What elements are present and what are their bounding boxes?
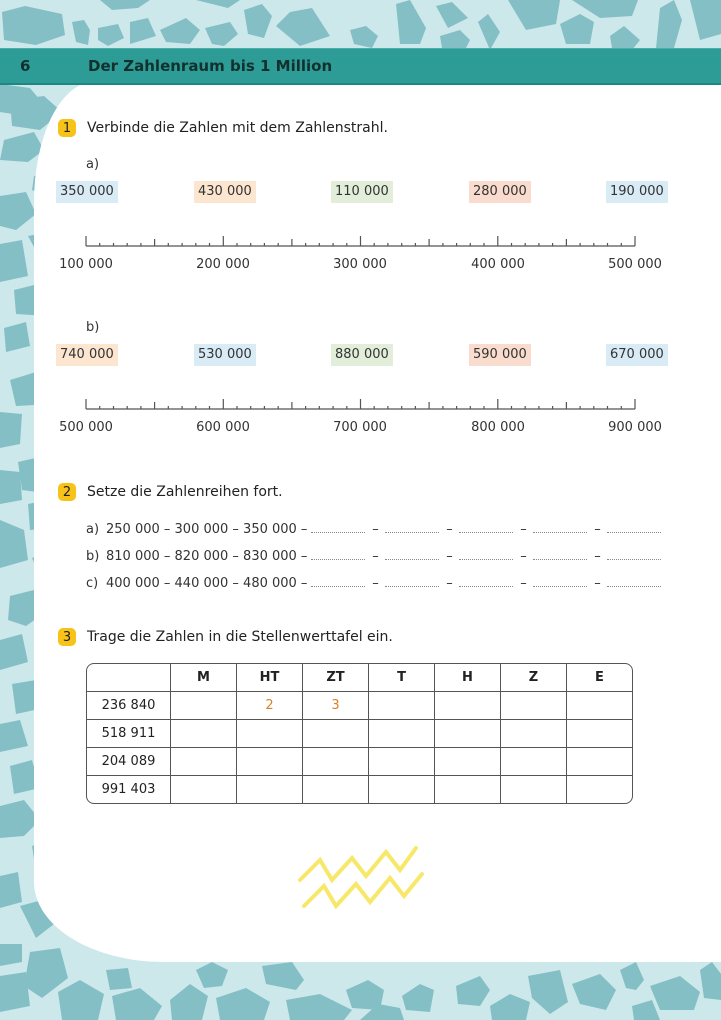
table-cell[interactable] <box>369 692 435 720</box>
number-line-b[interactable] <box>80 395 640 415</box>
row-number: 204 089 <box>87 748 171 776</box>
answer-blank[interactable] <box>385 547 439 560</box>
number-chip[interactable]: 880 000 <box>331 344 393 366</box>
answer-blank[interactable] <box>311 520 365 533</box>
row-number: 991 403 <box>87 776 171 803</box>
task-1-heading <box>58 119 388 137</box>
table-cell[interactable] <box>369 720 435 748</box>
sequence-text: 250 000 – 300 000 – 350 000 – <box>106 522 308 537</box>
axis-label: 400 000 <box>471 257 525 272</box>
number-chip[interactable]: 350 000 <box>56 181 118 203</box>
table-cell[interactable]: 2 <box>237 692 303 720</box>
zigzag-decoration-icon <box>296 840 426 915</box>
table-cell[interactable] <box>567 720 632 748</box>
number-chip[interactable]: 190 000 <box>606 181 668 203</box>
answer-blank[interactable] <box>607 547 661 560</box>
page-number: 6 <box>20 57 31 75</box>
axis-label: 600 000 <box>196 420 250 435</box>
axis-label: 500 000 <box>608 257 662 272</box>
number-chip[interactable]: 670 000 <box>606 344 668 366</box>
answer-blank[interactable] <box>459 574 513 587</box>
number-line-a[interactable] <box>80 232 640 252</box>
table-row <box>87 720 632 748</box>
axis-label: 300 000 <box>333 257 387 272</box>
sequence-row-c: c) 400 000 – 440 000 – 480 000 – – – – – <box>86 574 665 591</box>
column-header-Z: Z <box>501 664 567 692</box>
task-2-heading <box>58 483 283 501</box>
table-cell[interactable] <box>303 720 369 748</box>
part-b-label: b) <box>86 320 100 335</box>
column-header-ZT: ZT <box>303 664 369 692</box>
answer-blank[interactable] <box>533 547 587 560</box>
column-header-E: E <box>567 664 632 692</box>
table-cell[interactable]: 3 <box>303 692 369 720</box>
table-cell[interactable] <box>171 720 237 748</box>
task-number-badge: 3 <box>58 628 76 646</box>
table-cell[interactable] <box>171 692 237 720</box>
table-cell[interactable] <box>369 776 435 803</box>
table-cell[interactable] <box>303 748 369 776</box>
sequence-row-b: b) 810 000 – 820 000 – 830 000 – – – – – <box>86 547 665 564</box>
number-chip[interactable]: 280 000 <box>469 181 531 203</box>
number-chip[interactable]: 740 000 <box>56 344 118 366</box>
axis-label: 100 000 <box>59 257 113 272</box>
number-chip[interactable]: 530 000 <box>194 344 256 366</box>
task-2-instruction: Setze die Zahlenreihen fort. <box>87 484 283 500</box>
number-chip[interactable]: 590 000 <box>469 344 531 366</box>
answer-blank[interactable] <box>311 574 365 587</box>
table-cell[interactable] <box>237 776 303 803</box>
part-a-label: a) <box>86 157 100 172</box>
column-header <box>87 664 171 692</box>
answer-blank[interactable] <box>533 520 587 533</box>
row-label: b) <box>86 549 100 564</box>
table-cell[interactable] <box>567 692 632 720</box>
table-row <box>87 776 632 803</box>
sequence-row-a: a) 250 000 – 300 000 – 350 000 – – – – – <box>86 520 665 537</box>
table-header-row <box>87 664 632 692</box>
axis-label: 700 000 <box>333 420 387 435</box>
number-chip[interactable]: 430 000 <box>194 181 256 203</box>
answer-blank[interactable] <box>533 574 587 587</box>
table-cell[interactable] <box>435 720 501 748</box>
chapter-title: Der Zahlenraum bis 1 Million <box>88 57 333 75</box>
axis-label: 500 000 <box>59 420 113 435</box>
table-cell[interactable] <box>501 748 567 776</box>
axis-label: 200 000 <box>196 257 250 272</box>
table-row <box>87 692 632 720</box>
answer-blank[interactable] <box>607 574 661 587</box>
table-cell[interactable] <box>501 692 567 720</box>
task-1-instruction: Verbinde die Zahlen mit dem Zahlenstrahl. <box>87 120 388 136</box>
table-cell[interactable] <box>171 748 237 776</box>
table-cell[interactable] <box>435 748 501 776</box>
task-3-heading <box>58 628 393 646</box>
table-cell[interactable] <box>567 748 632 776</box>
answer-blank[interactable] <box>385 574 439 587</box>
table-cell[interactable] <box>237 748 303 776</box>
table-cell[interactable] <box>369 748 435 776</box>
task-number-badge: 2 <box>58 483 76 501</box>
answer-blank[interactable] <box>385 520 439 533</box>
number-chip[interactable]: 110 000 <box>331 181 393 203</box>
table-cell[interactable] <box>501 776 567 803</box>
table-cell[interactable] <box>303 776 369 803</box>
column-header-M: M <box>171 664 237 692</box>
row-label: a) <box>86 522 100 537</box>
row-number: 236 840 <box>87 692 171 720</box>
answer-blank[interactable] <box>459 547 513 560</box>
task-3-instruction: Trage die Zahlen in die Stellenwerttafel ein. <box>87 629 393 645</box>
table-cell[interactable] <box>171 776 237 803</box>
answer-blank[interactable] <box>459 520 513 533</box>
place-value-table <box>86 663 633 804</box>
answer-blank[interactable] <box>607 520 661 533</box>
sequence-text: 810 000 – 820 000 – 830 000 – <box>106 549 308 564</box>
row-number: 518 911 <box>87 720 171 748</box>
row-label: c) <box>86 576 99 591</box>
column-header-T: T <box>369 664 435 692</box>
table-cell[interactable] <box>237 720 303 748</box>
task-number-badge: 1 <box>58 119 76 137</box>
axis-label: 900 000 <box>608 420 662 435</box>
sequence-text: 400 000 – 440 000 – 480 000 – <box>106 576 308 591</box>
table-cell[interactable] <box>435 776 501 803</box>
table-cell[interactable] <box>435 692 501 720</box>
table-cell[interactable] <box>501 720 567 748</box>
answer-blank[interactable] <box>311 547 365 560</box>
axis-label: 800 000 <box>471 420 525 435</box>
table-cell[interactable] <box>567 776 632 803</box>
column-header-HT: HT <box>237 664 303 692</box>
column-header-H: H <box>435 664 501 692</box>
table-row <box>87 748 632 776</box>
